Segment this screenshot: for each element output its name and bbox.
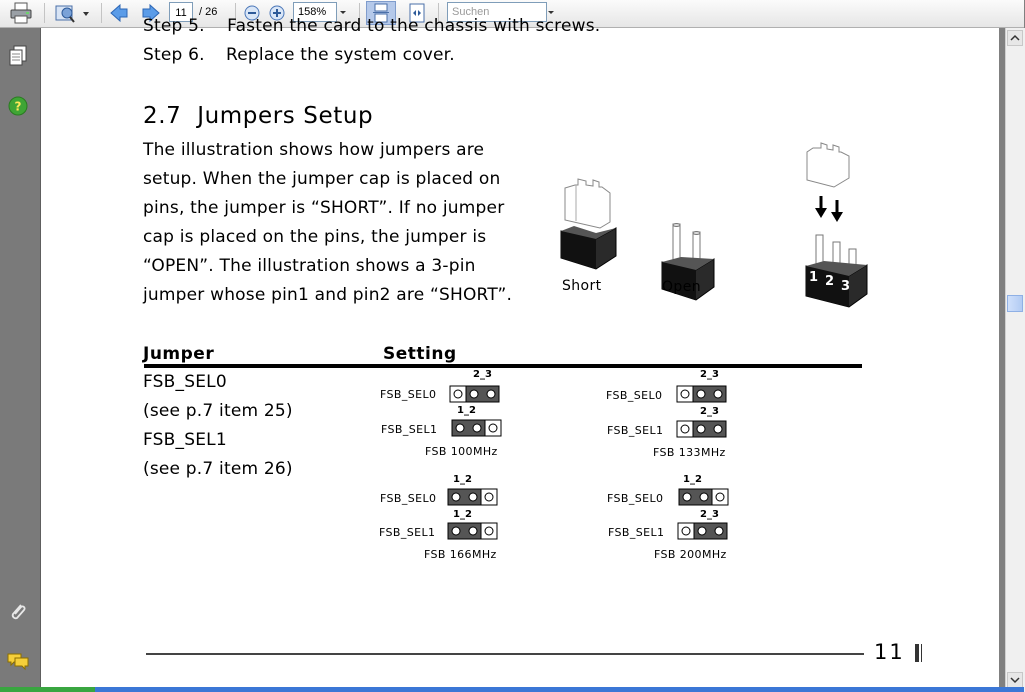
step6-label: Step 6.: [143, 45, 205, 65]
pin-range-label: 1_2: [683, 474, 702, 485]
pin-range-label: 2_3: [700, 509, 719, 520]
scroll-down-button[interactable]: [1007, 672, 1023, 688]
jumper-block: [449, 385, 501, 403]
printer-icon: [9, 2, 33, 24]
previous-page-icon: [108, 3, 130, 23]
frequency-caption: FSB 200MHz: [654, 548, 727, 561]
jumper-block: [451, 419, 503, 437]
taskbar-start-edge: [0, 687, 95, 692]
separator: [44, 3, 45, 23]
step5-text: Step 5. Fasten the card to the chassis with screws.: [143, 16, 601, 36]
pages-panel-icon: [8, 45, 28, 67]
pin-range-label: 1_2: [453, 509, 472, 520]
paragraph-line: jumper whose pin1 and pin2 are “SHORT”.: [143, 285, 513, 305]
previous-page-button[interactable]: [107, 1, 131, 25]
open-label: Open: [662, 279, 701, 295]
help-button[interactable]: [6, 94, 30, 118]
attachments-button[interactable]: [6, 599, 30, 623]
comments-button[interactable]: [6, 649, 30, 673]
fsb-sel0-label: FSB_SEL0: [606, 389, 663, 402]
fsb-sel0-label: FSB_SEL0: [380, 388, 437, 401]
jumper-line: FSB_SEL0: [143, 372, 227, 392]
help-icon: [8, 96, 28, 116]
review-icon: [53, 2, 91, 24]
scroll-thumb[interactable]: [1007, 295, 1023, 312]
pin-range-label: 1_2: [457, 405, 476, 416]
taskbar-edge: [0, 687, 1024, 692]
jumper-column: [143, 368, 293, 484]
chevron-down-icon: [1010, 676, 1020, 684]
print-button[interactable]: [6, 1, 36, 25]
page-number: 11: [874, 640, 905, 664]
svg-text:?: ?: [14, 99, 22, 114]
paragraph-line: cap is placed on the pins, the jumper is: [143, 227, 487, 247]
pin-range-label: 2_3: [473, 369, 492, 380]
pin-range-label: 2_3: [700, 369, 719, 380]
jumper-block: [676, 420, 728, 438]
scroll-up-button[interactable]: [1007, 30, 1023, 46]
jumper-line: (see p.7 item 25): [143, 401, 293, 421]
pin-label-3: 3: [841, 279, 851, 294]
jumper-block: [447, 522, 499, 540]
zoom-level-input[interactable]: 158%: [293, 2, 337, 22]
page-number-input[interactable]: 11: [169, 2, 193, 22]
jumper-block: [447, 488, 499, 506]
fsb-sel1-label: FSB_SEL1: [608, 526, 665, 539]
fsb-sel1-label: FSB_SEL1: [379, 526, 436, 539]
frequency-caption: FSB 166MHz: [424, 548, 497, 561]
jumper-block: [676, 385, 728, 403]
page-number-marker: [915, 644, 919, 662]
pin-range-label: 1_2: [453, 474, 472, 485]
navigation-panel: [0, 28, 41, 692]
table-header-setting: Setting: [383, 344, 457, 364]
paragraph-line: “OPEN”. The illustration shows a 3-pin: [143, 256, 476, 276]
fsb-sel0-label: FSB_SEL0: [380, 492, 437, 505]
short-label: Short: [562, 278, 602, 294]
jumper-block: [677, 522, 729, 540]
section-title: 2.7 Jumpers Setup: [143, 103, 374, 129]
paragraph-line: setup. When the jumper cap is placed on: [143, 169, 501, 189]
pin-label-1: 1: [809, 270, 819, 285]
table-header-jumper: Jumper: [143, 344, 215, 364]
chevron-up-icon: [1010, 34, 1020, 42]
fsb-sel1-label: FSB_SEL1: [381, 423, 438, 436]
fsb-sel0-label: FSB_SEL0: [607, 492, 664, 505]
review-button[interactable]: [52, 1, 92, 25]
intro-paragraph: [143, 136, 512, 310]
separator: [101, 3, 102, 23]
vertical-scrollbar[interactable]: [1005, 28, 1025, 692]
jumper-line: (see p.7 item 26): [143, 459, 293, 479]
pin-range-label: 2_3: [700, 406, 719, 417]
jumper-line: FSB_SEL1: [143, 430, 227, 450]
document-page: [41, 16, 999, 692]
search-input[interactable]: Suchen: [447, 2, 547, 22]
short-jumper-figure: [561, 179, 616, 269]
paragraph-line: The illustration shows how jumpers are: [143, 140, 485, 160]
jumper-illustration: [556, 138, 846, 298]
paragraph-line: pins, the jumper is “SHORT”. If no jumper: [143, 198, 505, 218]
jumper-block: [678, 488, 730, 506]
footer-rule: [146, 653, 864, 655]
page-number-marker: [921, 644, 922, 662]
step6-text: Replace the system cover.: [226, 45, 455, 65]
frequency-caption: FSB 100MHz: [425, 445, 498, 458]
fsb-sel1-label: FSB_SEL1: [607, 424, 664, 437]
pages-panel-button[interactable]: [6, 44, 30, 68]
frequency-caption: FSB 133MHz: [653, 446, 726, 459]
page-total: / 26: [199, 6, 218, 18]
paperclip-icon: [8, 600, 28, 622]
pin-label-2: 2: [825, 274, 835, 289]
comments-icon: [7, 651, 29, 671]
